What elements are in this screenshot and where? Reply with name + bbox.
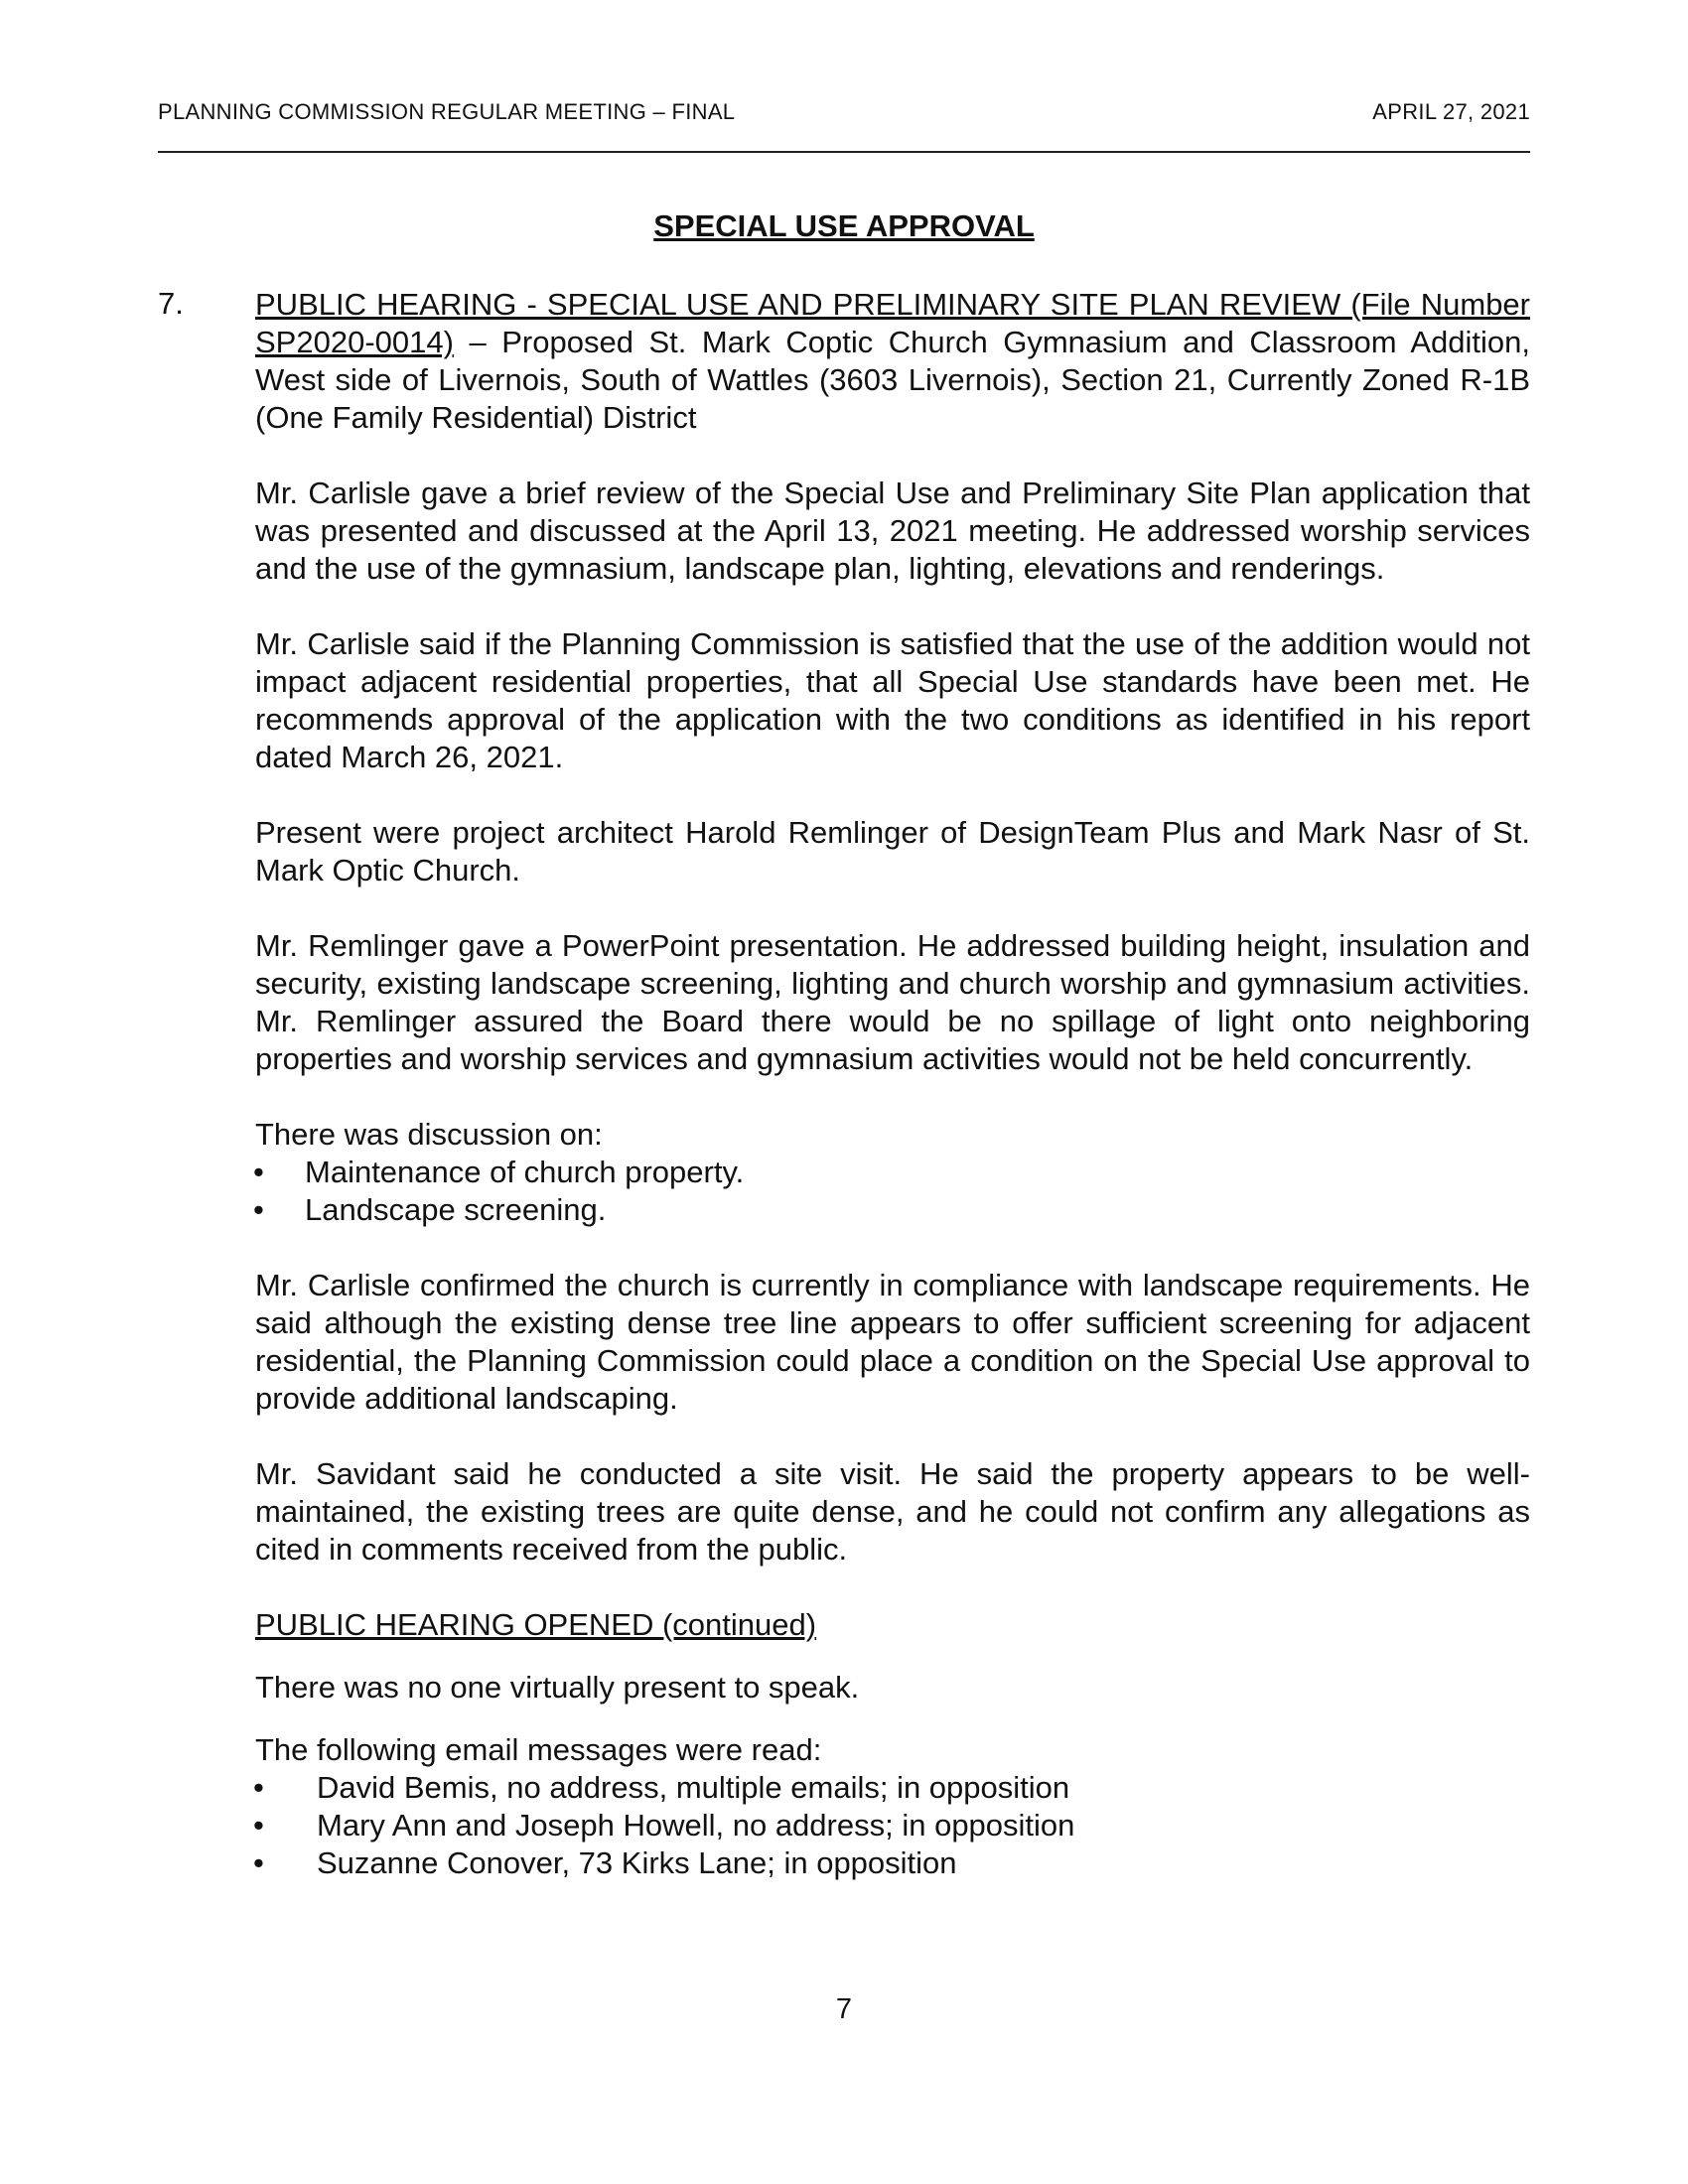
list-item: • David Bemis, no address, multiple emails; in opposition bbox=[253, 1770, 1070, 1805]
item-heading bbox=[255, 286, 1530, 437]
page-header bbox=[158, 95, 1530, 153]
page-number: 7 bbox=[835, 1993, 853, 2025]
list-item: • Mary Ann and Joseph Howell, no address; in opposition bbox=[253, 1808, 1075, 1843]
list-item: • Suzanne Conover, 73 Kirks Lane; in opposition bbox=[253, 1845, 957, 1880]
item-heading-rest: – Proposed St. Mark Coptic Church Gymnasium and Classroom Addition, West side of Livernois, South of Wattles (3603 Livernois), Section 21, Currently Zoned R-1B (One Family Residential) District bbox=[255, 325, 1530, 435]
paragraph-presentation: Mr. Remlinger gave a PowerPoint presentation. He addressed building height, insulation and security, existing landscape screening, lighting and church worship and gymnasium activities. Mr. Remlinger assured the Board there would be no spillage of light onto neighboring properties and worship services and gymnasium activities would not be held concurrently. bbox=[255, 928, 1530, 1076]
item-heading-underlined: PUBLIC HEARING - SPECIAL USE AND PRELIMINARY SITE PLAN REVIEW (File Number SP2020-0014) bbox=[255, 287, 1530, 359]
header-title: PLANNING COMMISSION REGULAR MEETING – FINAL bbox=[158, 99, 736, 124]
list-item: • Landscape screening. bbox=[253, 1192, 607, 1227]
no-speakers: There was no one virtually present to speak. bbox=[255, 1670, 860, 1705]
bullet-icon: • bbox=[253, 1155, 264, 1189]
list-item: • Maintenance of church property. bbox=[253, 1155, 745, 1189]
paragraph-compliance: Mr. Carlisle confirmed the church is currently in compliance with landscape requirements. He said although the existing dense tree line appears to offer sufficient screening for adjacent residential, the Planning Commission could place a condition on the Special Use approval to provide additional landscaping. bbox=[255, 1268, 1530, 1416]
bullet-icon: • bbox=[253, 1845, 264, 1880]
paragraph-recommendation: Mr. Carlisle said if the Planning Commission is satisfied that the use of the addition would not impact adjacent residential properties, that all Special Use standards have been met. He recommends approval of the application with the two conditions as identified in his report dated March 26, 2021. bbox=[255, 626, 1530, 774]
document-body bbox=[255, 286, 1530, 1882]
bullet-icon: • bbox=[253, 1770, 264, 1805]
discussion-list bbox=[255, 1154, 1530, 1229]
item-number: 7. bbox=[158, 286, 184, 321]
discussion-intro: There was discussion on: bbox=[255, 1117, 603, 1152]
public-hearing-heading: PUBLIC HEARING OPENED (continued) bbox=[255, 1607, 817, 1642]
bullet-icon: • bbox=[253, 1808, 264, 1843]
email-list bbox=[255, 1769, 1530, 1882]
bullet-icon: • bbox=[253, 1192, 264, 1227]
paragraph-site-visit: Mr. Savidant said he conducted a site visit. He said the property appears to be well-maintained, the existing trees are quite dense, and he could not confirm any allegations as cited in comments received from the public. bbox=[255, 1456, 1530, 1567]
paragraph-present: Present were project architect Harold Remlinger of DesignTeam Plus and Mark Nasr of St. Mark Optic Church. bbox=[255, 815, 1530, 887]
header-date: APRIL 27, 2021 bbox=[1372, 99, 1530, 124]
section-title: SPECIAL USE APPROVAL bbox=[653, 208, 1035, 243]
emails-intro: The following email messages were read: bbox=[255, 1732, 822, 1767]
paragraph-review: Mr. Carlisle gave a brief review of the Special Use and Preliminary Site Plan application that was presented and discussed at the April 13, 2021 meeting. He addressed worship services and the use of the gymnasium, landscape plan, lighting, elevations and renderings. bbox=[255, 476, 1530, 586]
